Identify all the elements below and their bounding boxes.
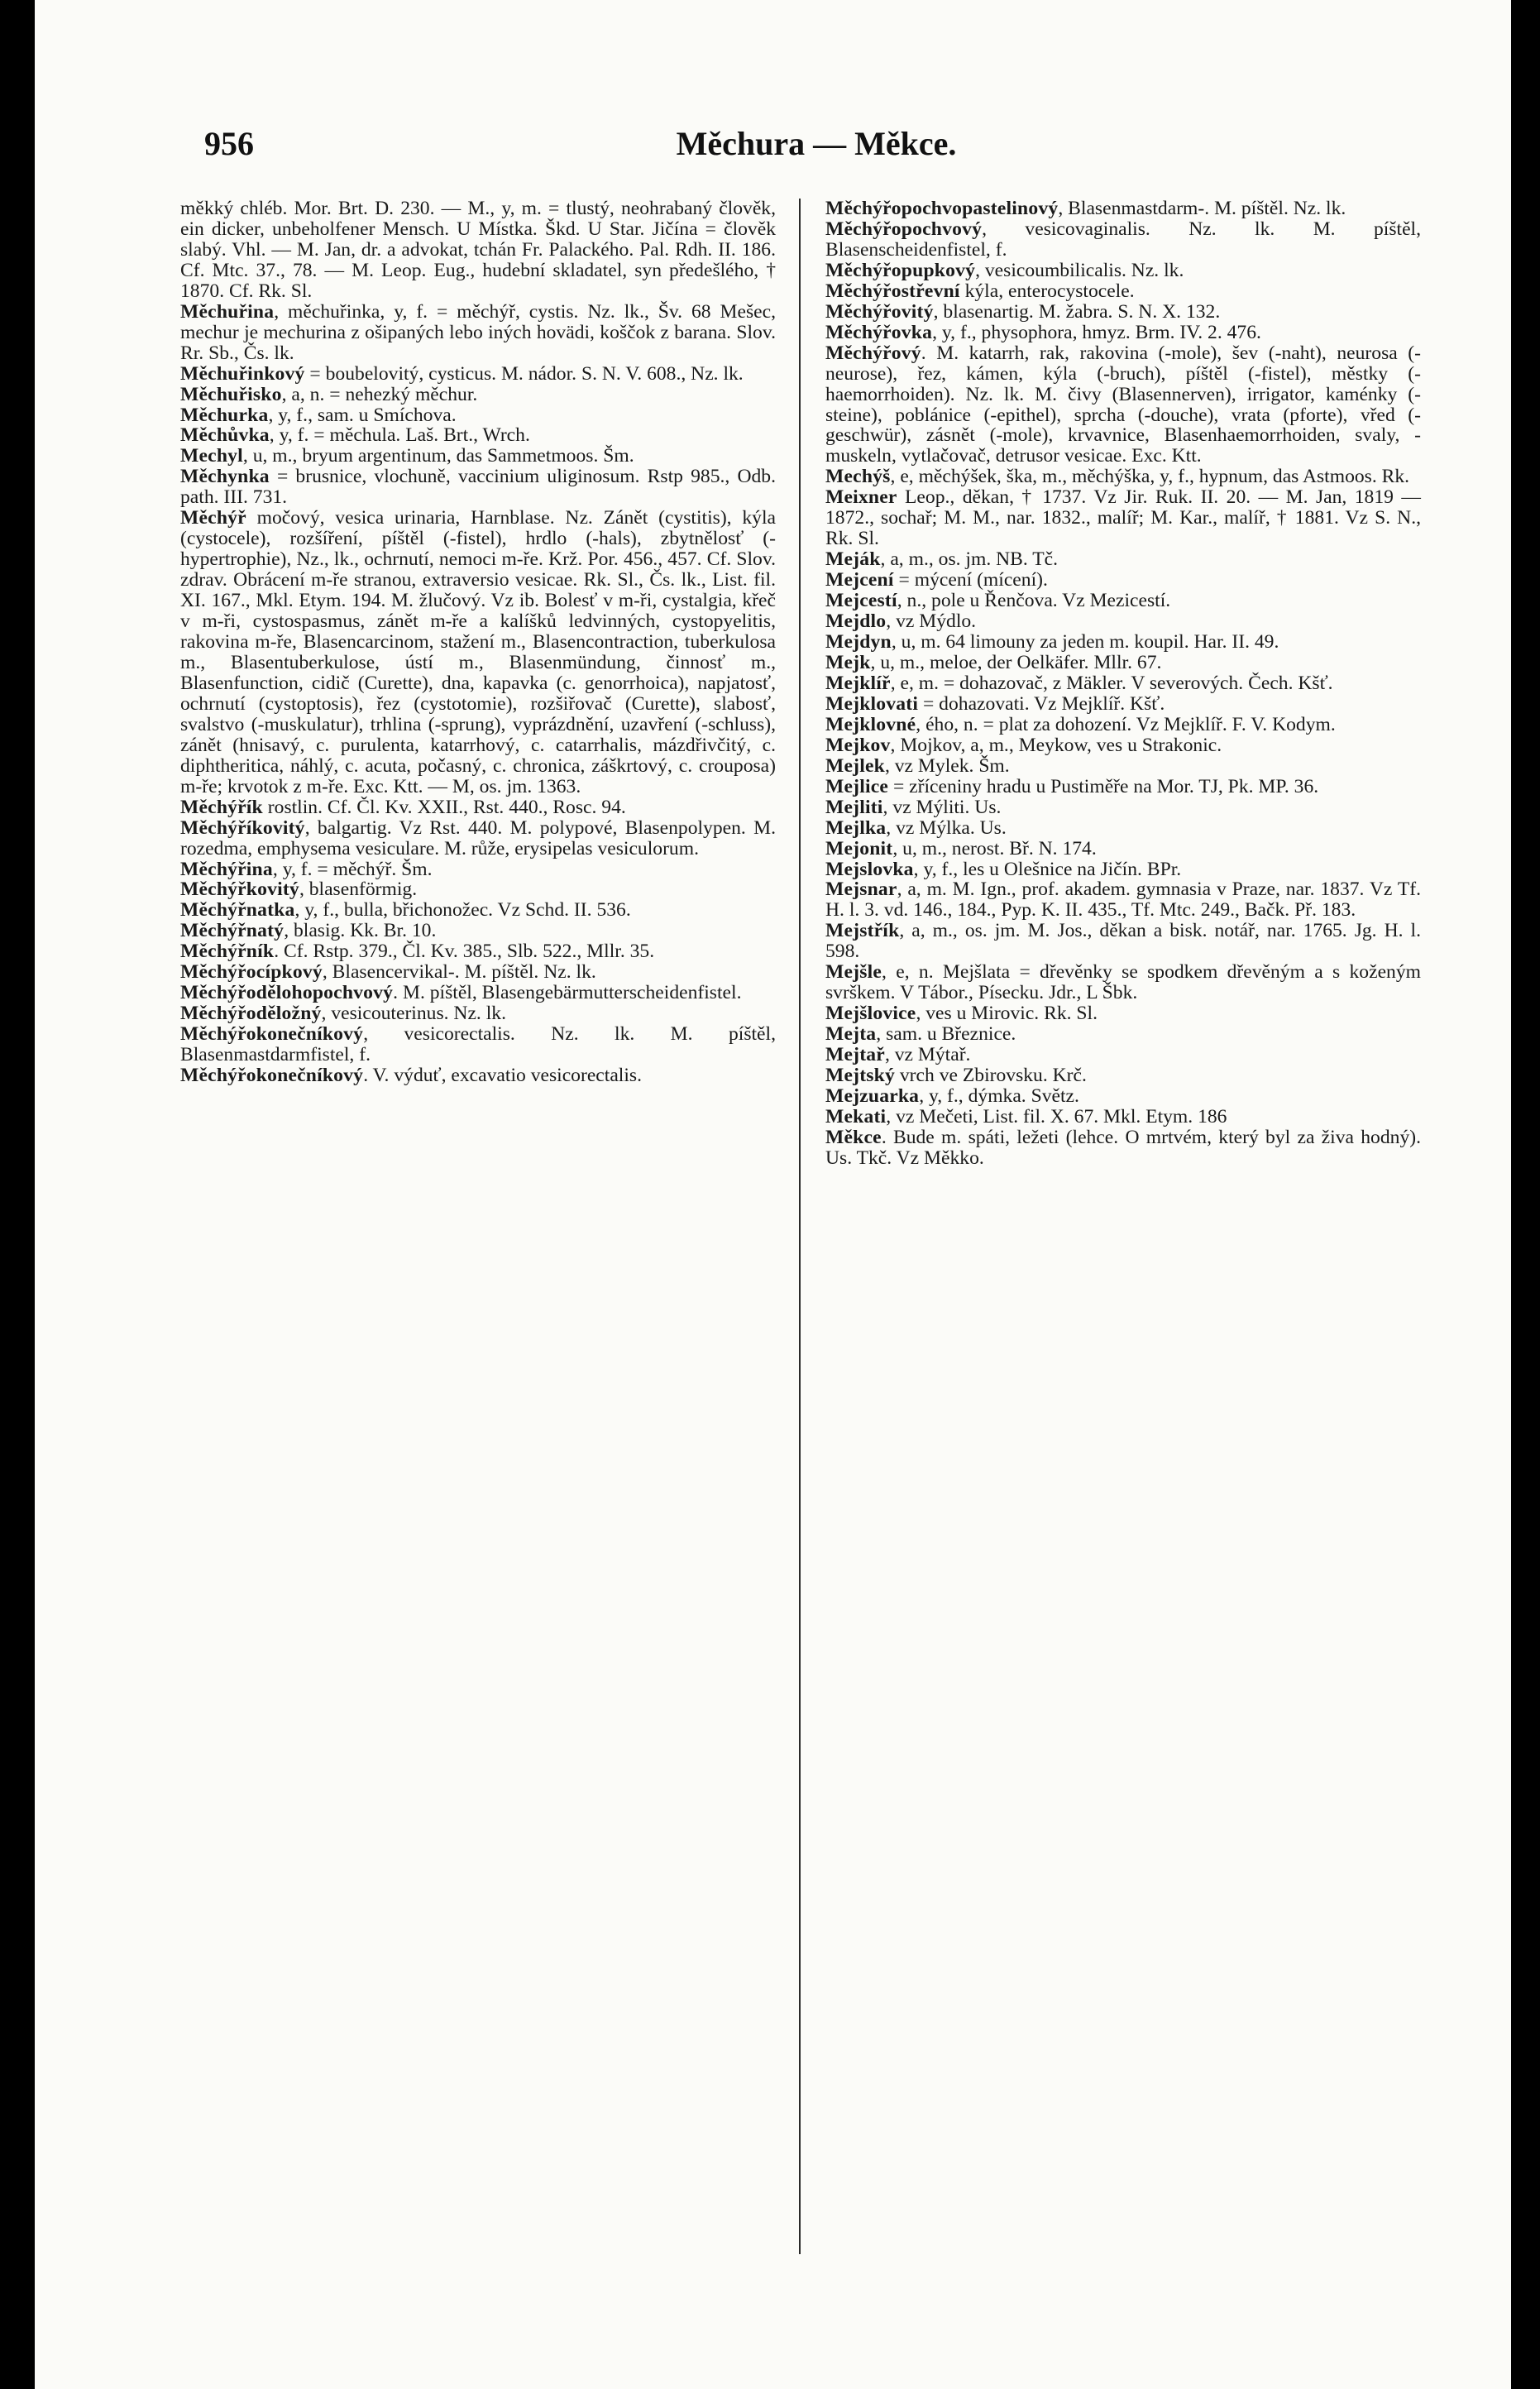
entry-text: , Mojkov, a, m., Meykow, ves u Strakonic.	[890, 734, 1222, 756]
entry-text: , a, m., os. jm. NB. Tč.	[880, 548, 1059, 571]
entry-text: , e, měchýšek, ška, m., měchýška, y, f., hypnum, das Astmoos. Rk.	[890, 466, 1410, 488]
entry-text: měkký chléb. Mor. Brt. D. 230. — M., y, m. = tlustý, neohrabaný člověk, ein dicker, unbeholfener Mensch. U Místka. Škd. U Star. Jičína = člověk slabý. Vhl. — M. Jan, dr. a advokat, tchán Fr. Palackého. Pal. Rdh. II. 186. Cf. Mtc. 37., 78. — M. Leop. Eug., hudební skladatel, syn předešlého, † 1870. Cf. Rk. Sl.	[180, 198, 776, 302]
dictionary-entry	[825, 879, 1421, 921]
dictionary-entry	[825, 1045, 1421, 1065]
dictionary-entry	[825, 1107, 1421, 1127]
entry-text: , u, m., meloe, der Oelkäfer. Mllr. 67.	[870, 651, 1162, 673]
entry-text: , Blasencervikal-. M. píštěl. Nz. lk.	[322, 961, 596, 984]
entry-text: , vesicoumbilicalis. Nz. lk.	[975, 259, 1184, 281]
dictionary-entry	[180, 900, 776, 921]
dictionary-entry	[825, 673, 1421, 694]
dictionary-entry	[825, 219, 1421, 261]
entry-headword: Měchýřodělohopochvový	[180, 982, 394, 1004]
dictionary-entry	[825, 549, 1421, 570]
dictionary-entry	[825, 199, 1421, 219]
dictionary-entry	[180, 446, 776, 467]
dictionary-entry	[180, 962, 776, 983]
dictionary-entry	[180, 405, 776, 426]
dictionary-entry	[180, 818, 776, 859]
entry-headword: Měchýřník	[180, 941, 275, 963]
entry-headword: Měchýřokonečníkový	[180, 1023, 364, 1046]
entry-text: , blasenförmig.	[299, 879, 418, 901]
dictionary-entry	[825, 653, 1421, 673]
dictionary-entry	[180, 1003, 776, 1024]
dictionary-entry	[825, 756, 1421, 777]
entry-headword: Měchýřovitý	[825, 300, 934, 323]
entry-headword: Měchýřopochvopastelinový	[825, 198, 1059, 219]
entry-headword: Mejšle	[825, 961, 882, 984]
entry-headword: Měchýřovka	[825, 321, 933, 343]
entry-headword: Mejcestí	[825, 590, 897, 612]
entry-headword: Měchýřopupkový	[825, 259, 976, 281]
entry-headword: Mejkov	[825, 734, 891, 756]
dictionary-entry	[825, 591, 1421, 611]
entry-headword: Mejta	[825, 1023, 877, 1046]
entry-headword: Měchýřocípkový	[180, 961, 323, 984]
dictionary-entry	[825, 777, 1421, 797]
entry-text: , a, m. M. Ign., prof. akadem. gymnasia v Praze, nar. 1837. Vz Tf. H. l. 3. vd. 146., 184., Pyp. K. II. 435., Tf. Mtc. 249., Bačk. Př. 183.	[825, 879, 1421, 922]
entry-text: , a, n. = nehezký měchur.	[281, 383, 478, 405]
entry-text: vrch ve Zbirovsku. Krč.	[894, 1065, 1087, 1087]
entry-text: , vz Mýtař.	[884, 1044, 971, 1066]
entry-text: , vz Mýliti. Us.	[882, 796, 1002, 818]
entry-text: , vz Mylek. Šm.	[884, 754, 1010, 777]
dictionary-entry	[825, 735, 1421, 756]
dictionary-entry	[825, 715, 1421, 735]
dictionary-entry	[180, 1065, 776, 1086]
entry-text: , a, m., os. jm. M. Jos., děkan a bisk. notář, nar. 1765. Jg. H. l. 598.	[825, 920, 1421, 963]
dictionary-entry	[180, 467, 776, 508]
entry-headword: Měchýřnatý	[180, 920, 285, 942]
dictionary-entry	[180, 508, 776, 797]
entry-text: , vesicovaginalis. Nz. lk. M. píštěl, Blasenscheidenfistel, f.	[825, 218, 1421, 261]
entry-headword: Meják	[825, 548, 881, 571]
entry-text: Leop., děkan, † 1737. Vz Jir. Ruk. II. 20. — M. Jan, 1819 —1872., sochař; M. M., nar. 1832., malíř; M. Kar., malíř, † 1881. Vz S. N., Rk. Sl.	[825, 486, 1421, 550]
entry-headword: Mechýš	[825, 466, 891, 488]
dictionary-entry	[825, 487, 1421, 549]
dictionary-entry	[180, 1024, 776, 1065]
entry-text: , u, m., bryum argentinum, das Sammetmoos. Šm.	[242, 445, 634, 467]
entry-headword: Meixner	[825, 486, 897, 509]
entry-text: = brusnice, vlochuně, vaccinium uliginosum. Rstp 985., Odb. path. III. 731.	[180, 466, 776, 509]
entry-headword: Měchýřostřevní	[825, 280, 960, 302]
dictionary-entry	[825, 859, 1421, 880]
entry-headword: Mejonit	[825, 837, 893, 859]
dictionary-entry	[180, 921, 776, 941]
entry-headword: Měchuřinkový	[180, 362, 305, 385]
dictionary-entry	[825, 302, 1421, 323]
entry-headword: Mejlice	[825, 775, 889, 797]
entry-text: . M. katarrh, rak, rakovina (-mole), šev (-naht), neurosa (-neurose), řez, kámen, kýla (-bruch), píštěl (-fistel), městky (-haemorrhoiden). Nz. lk. M. čivy (Blasennerven), irrigator, kaménky (-steine), poblánice (-epithel), sprcha (-douche), vrata (pforte), vřed (-geschwür), zásnět (-mole), krvavnice, Blasenhaemorrhoiden, svaly, -muskeln, vytlačovač, detrusor vesicae. Exc. Ktt.	[825, 342, 1421, 467]
entry-text: , u, m. 64 limouny za jeden m. koupil. Har. II. 49.	[891, 631, 1279, 654]
entry-headword: Mechyl	[180, 445, 243, 467]
entry-text: , vesicouterinus. Nz. lk.	[321, 1003, 506, 1025]
dictionary-entry	[825, 694, 1421, 715]
dictionary-entry	[180, 859, 776, 880]
entry-headword: Mejzuarka	[825, 1084, 920, 1107]
dictionary-entry	[180, 797, 776, 818]
dictionary-entry	[825, 261, 1421, 281]
entry-headword: Měchýř	[180, 507, 246, 529]
entry-headword: Měchýřina	[180, 858, 273, 880]
entry-text: , balgartig. Vz Rst. 440. M. polypové, Blasenpolypen. M. rozedma, emphysema vesiculare. M. růže, erysipelas vesiculorum.	[180, 816, 776, 859]
entry-text: , y, f., physophora, hmyz. Brm. IV. 2. 476.	[932, 321, 1261, 343]
dictionary-entry	[825, 1065, 1421, 1086]
dictionary-entry	[180, 385, 776, 405]
entry-text: , y, f. = měchula. Laš. Brt., Wrch.	[269, 424, 530, 447]
entry-text: . M. píštěl, Blasengebärmutterscheidenfistel.	[393, 982, 742, 1004]
entry-headword: Mejsnar	[825, 879, 897, 901]
entry-headword: Mejlka	[825, 816, 887, 839]
dictionary-entry	[180, 364, 776, 385]
entry-headword: Mejtský	[825, 1065, 895, 1087]
entry-text: , vz Mýlka. Us.	[886, 816, 1007, 839]
dictionary-entry	[180, 983, 776, 1003]
entry-text: , y, f., sam. u Smíchova.	[268, 404, 457, 426]
entry-headword: Mejklíř	[825, 672, 891, 694]
entry-headword: Mejcení	[825, 569, 894, 591]
dictionary-entry	[825, 1024, 1421, 1045]
dictionary-entry	[825, 1003, 1421, 1024]
entry-headword: Mekati	[825, 1105, 887, 1127]
entry-headword: Měchýřoděložný	[180, 1003, 322, 1025]
entry-text: = mýcení (mícení).	[893, 569, 1048, 591]
entry-text: . Cf. Rstp. 379., Čl. Kv. 385., Slb. 522., Mllr. 35.	[274, 941, 655, 963]
page-title: Měchura — Měkce.	[676, 125, 957, 162]
dictionary-entry	[825, 839, 1421, 859]
dictionary-entry	[180, 941, 776, 962]
dictionary-entry	[825, 343, 1421, 467]
entry-text: , u, m., nerost. Bř. N. 174.	[892, 837, 1097, 859]
dictionary-entry	[180, 879, 776, 900]
entry-text: , vesicorectalis. Nz. lk. M. píštěl, Blasenmastdarmfistel, f.	[180, 1023, 776, 1066]
entry-headword: Měchýřokonečníkový	[180, 1065, 364, 1087]
entry-text: , blasenartig. M. žabra. S. N. X. 132.	[933, 300, 1221, 323]
entry-text: . Bude m. spáti, ležeti (lehce. O mrtvém, který byl za živa hodný). Us. Tkč. Vz Měkko.	[825, 1126, 1421, 1169]
entry-headword: Mejšlovice	[825, 1003, 916, 1025]
entry-text: , n., pole u Řenčova. Vz Mezicestí.	[897, 590, 1171, 612]
entry-text: . V. výduť, excavatio vesicorectalis.	[363, 1065, 642, 1087]
entry-headword: Měchýříkovitý	[180, 816, 305, 839]
entry-text: kýla, enterocystocele.	[959, 280, 1135, 302]
entry-text: , ves u Mirovic. Rk. Sl.	[916, 1003, 1098, 1025]
dictionary-entry	[825, 921, 1421, 962]
entry-text: , vz Mečeti, List. fil. X. 67. Mkl. Etym. 186	[886, 1105, 1227, 1127]
page-number: 956	[204, 125, 254, 162]
entry-headword: Mejk	[825, 651, 871, 673]
dictionary-entry	[825, 632, 1421, 653]
entry-text: , blasig. Kk. Br. 10.	[284, 920, 437, 942]
entry-headword: Mejklovati	[825, 692, 919, 715]
entry-text: , e, m. = dohazovač, z Mäkler. V severových. Čech. Kšť.	[890, 672, 1333, 694]
entry-text: = zříceniny hradu u Pustiměře na Mor. TJ, Pk. MP. 36.	[888, 775, 1319, 797]
dictionary-entry	[825, 611, 1421, 632]
left-column	[180, 199, 776, 1086]
dictionary-entry	[180, 199, 776, 302]
entry-text: rostlin. Cf. Čl. Kv. XXII., Rst. 440., Rosc. 94.	[262, 796, 626, 818]
right-column	[825, 199, 1421, 1169]
entry-text: , y, f., dýmka. Světz.	[919, 1084, 1079, 1107]
entry-headword: Mejstřík	[825, 920, 900, 942]
entry-headword: Měchýřkovitý	[180, 879, 299, 901]
entry-text: močový, vesica urinaria, Harnblase. Nz. Zánět (cystitis), kýla (cystocele), rozšíření, píštěl (-fistel), hrdlo (-hals), zbytnělosť (-hypertrophie), Nz., lk., ochrnutí, nemoci m-ře. Krž. Por. 456., 457. Cf. Slov. zdrav. Obrácení m-ře stranou, extraversio vesicae. Rk. Sl., Čs. lk., List. fil. XI. 167., Mkl. Etym. 194. M. žlučový. Vz ib. Bolesť v m-ři, cystalgia, křeč v m-ři, cystospasmus, zánět m-ře a kalíšků ledvinných, cystopyelitis, rakovina m-ře, Blasencarcinom, stažení m., Blasencontraction, tuberkulosa m., Blasentuberkulose, ústí m., Blasenmündung, činnosť m., Blasenfunction, cidič (Curette), dna, kapavka (c. genorrhoica), napjatosť, ochrnutí (cystoptosis), řez (cystotomie), rozšiřovač (Curette), slabosť, svalstvo (-muskulatur), trhlina (-sprung), vyprázdnění, uzavření (-schluss), zánět (hnisavý, c. purulenta, katarrhový, c. catarrhalis, mázdřivčitý, c. diphtheritica, náhlý, c. acuta, počasný, c. chronica, záškrtový, c. crouposa) m-ře; krvotok z m-ře. Exc. Ktt. — M, os. jm. 1363.	[180, 507, 776, 797]
dictionary-entry	[825, 467, 1421, 487]
page-header	[204, 124, 1428, 165]
dictionary-entry	[825, 797, 1421, 818]
dictionary-entry	[825, 281, 1421, 302]
entry-headword: Měchýřový	[825, 342, 921, 364]
entry-text: , ého, n. = plat za dohození. Vz Mejklíř. F. V. Kodym.	[916, 713, 1336, 735]
entry-headword: Měchynka	[180, 466, 270, 488]
entry-text: , měchuřinka, y, f. = měchýř, cystis. Nz. lk., Šv. 68 Mešec, mechur je mechurina z ošipaných lebo iných hovädi, koščok z barana. Slov. Rr. Sb., Čs. lk.	[180, 300, 776, 364]
entry-headword: Mejklovné	[825, 713, 916, 735]
entry-text: , y, f., bulla, břichonožec. Vz Schd. II. 536.	[294, 899, 631, 922]
entry-headword: Mejliti	[825, 796, 883, 818]
entry-headword: Měchuřina	[180, 300, 275, 323]
dictionary-entry	[825, 570, 1421, 591]
dictionary-entry	[825, 1086, 1421, 1107]
column-divider	[799, 199, 801, 2254]
entry-headword: Měchýřopochvový	[825, 218, 983, 240]
entry-text: = dohazovati. Vz Mejklíř. Kšť.	[918, 692, 1165, 715]
dictionary-entry	[825, 1127, 1421, 1169]
entry-headword: Mejdyn	[825, 631, 892, 654]
entry-headword: Měchýřnatka	[180, 899, 295, 922]
entry-headword: Mejlek	[825, 754, 885, 777]
entry-text: , y, f. = měchýř. Šm.	[272, 858, 433, 880]
entry-text: , sam. u Březnice.	[876, 1023, 1016, 1046]
entry-headword: Měchuřisko	[180, 383, 282, 405]
entry-headword: Měchůvka	[180, 424, 270, 447]
dictionary-entry	[180, 302, 776, 364]
entry-text: , e, n. Mejšlata = dřevěnky se spodkem dřevěným a s koženým svrškem. V Tábor., Písecku. Jdr., L Šbk.	[825, 961, 1421, 1004]
entry-headword: Mejslovka	[825, 858, 914, 880]
entry-text: , Blasenmastdarm-. M. píštěl. Nz. lk.	[1058, 198, 1346, 219]
entry-headword: Měchýřík	[180, 796, 263, 818]
entry-text: = boubelovitý, cysticus. M. nádor. S. N. V. 608., Nz. lk.	[304, 362, 744, 385]
dictionary-entry	[825, 962, 1421, 1003]
dictionary-entry	[180, 425, 776, 446]
dictionary-entry	[825, 323, 1421, 343]
entry-headword: Mejtař	[825, 1044, 885, 1066]
dictionary-entry	[825, 818, 1421, 839]
entry-text: , vz Mýdlo.	[886, 610, 977, 633]
entry-headword: Měchurka	[180, 404, 269, 426]
entry-headword: Mejdlo	[825, 610, 887, 633]
entry-text: , y, f., les u Olešnice na Jičín. BPr.	[913, 858, 1182, 880]
entry-headword: Měkce	[825, 1126, 882, 1148]
